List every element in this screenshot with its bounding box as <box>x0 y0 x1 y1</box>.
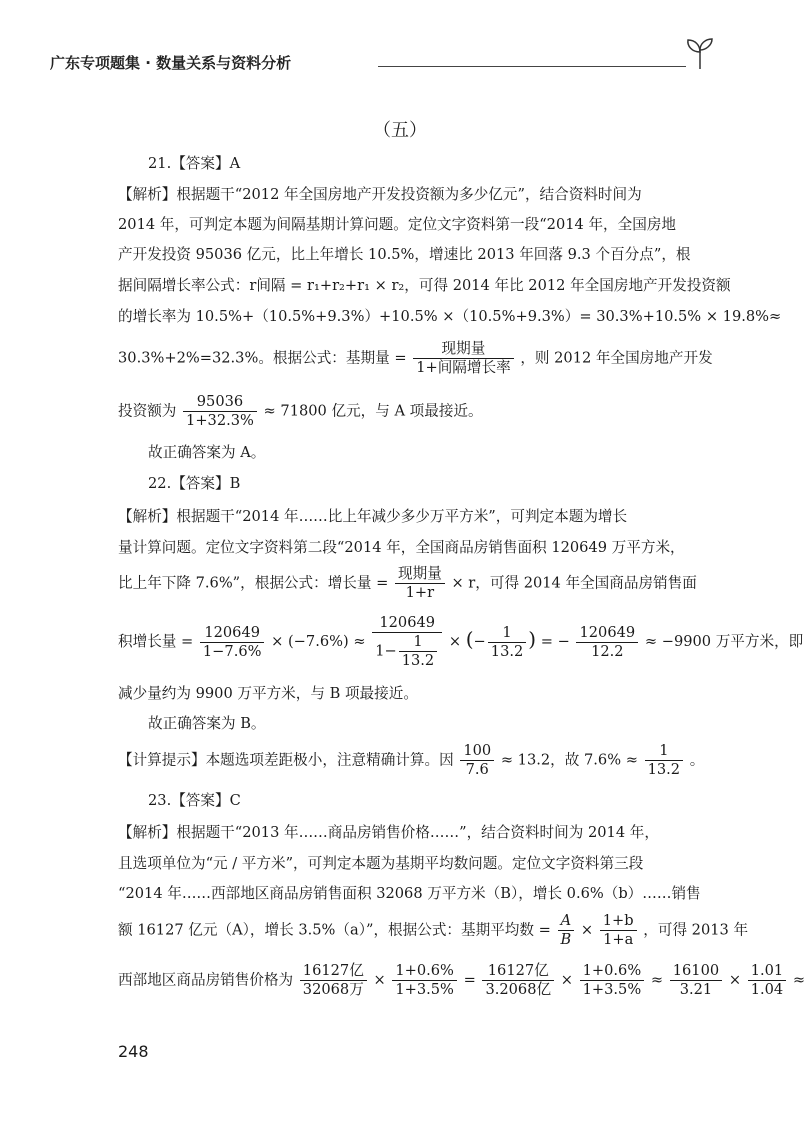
fraction-3 <box>488 624 527 661</box>
q23-line-5-pre: 西部地区商品房销售价格为 <box>118 971 294 989</box>
fraction-denominator: 3.21 <box>670 980 722 999</box>
fraction-numerator: 120649 <box>579 623 636 641</box>
fraction-numerator: 现期量 <box>398 565 442 582</box>
fraction-denominator: 1+3.5% <box>392 980 457 999</box>
fraction-numerator: 120649 <box>379 614 436 631</box>
q22-line-4-mid2: × <box>448 633 462 650</box>
fraction-denominator: 3.2068亿 <box>482 980 554 999</box>
fraction-numerator: 1.01 <box>750 962 784 979</box>
fraction-denominator: 1+32.3% <box>183 411 257 430</box>
fraction-2 <box>372 614 442 670</box>
q21-line-3: 产开发投资 95036 亿元，比上年增长 10.5%，增速比 2013 年回落 9.3 个百分点”，根 <box>118 246 691 263</box>
q21-conclusion: 故正确答案为 A。 <box>148 444 266 461</box>
fraction-numerator: 16127亿 <box>487 962 549 979</box>
fraction-denominator: 1+间隔增长率 <box>413 358 513 377</box>
header-rule <box>378 66 686 67</box>
fraction-numerator: 1+b <box>602 912 634 929</box>
running-header: 广东专项题集 · 数量关系与资料分析 <box>50 54 292 72</box>
tip-fraction-2 <box>645 742 684 779</box>
fraction-numerator: 1+0.6% <box>582 962 642 979</box>
q23-line-1: 【解析】根据题干“2013 年……商品房销售价格……”，结合资料时间为 2014 年， <box>118 824 659 841</box>
investment-fraction <box>183 393 257 430</box>
price-fraction-5 <box>670 962 722 999</box>
fraction-denominator: 13.2 <box>645 760 684 779</box>
fraction-numerator: 16100 <box>672 962 720 979</box>
tip-post: 。 <box>689 751 705 769</box>
fraction-numerator: 1 <box>413 633 423 650</box>
fraction-numerator: 1 <box>659 742 669 759</box>
price-fraction-4 <box>580 962 645 999</box>
fraction-1 <box>200 624 265 661</box>
sprout-icon <box>684 36 716 70</box>
fraction-denominator: 13.2 <box>399 651 438 670</box>
nested-den-pre: 1− <box>375 642 397 660</box>
fraction-numerator: 100 <box>463 742 492 759</box>
fraction-numerator: A <box>560 912 572 929</box>
q21-line-6-post: ，则 2012 年全国房地产开发 <box>520 349 713 367</box>
nested-fraction <box>399 633 438 670</box>
q22-line-2: 量计算问题。定位文字资料第二段“2014 年，全国商品房销售面积 120649 万平方米， <box>118 539 685 556</box>
q22-conclusion: 故正确答案为 B。 <box>148 715 266 732</box>
q22-line-4-mid1: × (−7.6%) ≈ <box>271 633 366 650</box>
q21-line-2: 2014 年，可判定本题为间隔基期计算问题。定位文字资料第一段“2014 年，全国房地 <box>118 216 677 233</box>
q22-line-4-post: ≈ −9900 万平方米，即 <box>644 633 804 650</box>
avg-fraction-b <box>600 912 637 949</box>
q21-line-4: 据间隔增长率公式：r间隔 = r₁+r₂+r₁ × r₂，可得 2014 年比 2012 年全国房地产开发投资额 <box>118 277 731 294</box>
increment-formula-fraction <box>395 565 445 602</box>
fraction-denominator: B <box>558 930 575 949</box>
q23-line-4-post: ，可得 2013 年 <box>643 921 749 939</box>
q21-line-7 <box>118 393 483 430</box>
q22-line-3 <box>118 565 697 602</box>
fraction-numerator: 现期量 <box>441 340 486 357</box>
fraction-numerator: 1+0.6% <box>395 962 454 979</box>
tip-pre: 【计算提示】本题选项差距极小，注意精确计算。因 <box>118 751 454 769</box>
q21-line-6 <box>118 340 713 377</box>
fraction-denominator: 1+r <box>395 583 445 602</box>
section-title: （五） <box>373 120 427 141</box>
q21-line-5: 的增长率为 10.5%+（10.5%+9.3%）+10.5% ×（10.5%+9.3%）= 30.3%+10.5% × 19.8%≈ <box>118 308 782 325</box>
q21-line-6-pre: 30.3%+2%=32.3%。根据公式：基期量 = <box>118 349 407 367</box>
q23-line-5: 西部地区商品房销售价格为 16127亿 32068万 × $\frac{1+0.6\%}{1+3.5\%}$ = 16127亿 3.2068亿 × $\frac{1+0.6\%}{1+3.5\%}$ ≈ $\frac{16100}{3.21}$ × $\frac{1.01}{1.04}$ ≈ <box>118 962 805 998</box>
fraction-denominator: 13.2 <box>488 642 527 661</box>
fraction-denominator <box>372 632 442 670</box>
q22-answer: 22.【答案】B <box>148 475 241 492</box>
fraction-numerator: 1 <box>502 623 512 641</box>
fraction-denominator: 32068万 <box>300 980 367 999</box>
fraction-4 <box>576 624 638 661</box>
fraction-denominator: 1.04 <box>748 980 787 999</box>
price-fraction-3 <box>482 962 554 999</box>
price-fraction-2 <box>392 962 457 999</box>
q22-line-3-post: × r，可得 2014 年全国商品房销售面 <box>451 574 697 592</box>
fraction-denominator: 12.2 <box>576 642 638 661</box>
q23-line-3: “2014 年……西部地区商品房销售面积 32068 万平方米（B），增长 0.6%（b）……销售 <box>118 885 701 902</box>
q22-line-3-pre: 比上年下降 7.6%”，根据公式：增长量 = <box>118 574 389 592</box>
q22-line-4: 积增长量 = $\frac{120649}{1-7.6\%}$ × (−7.6%) ≈ 120649 1− $\frac{1}{13.2}$ × (− $\frac{1}{13.2}$ ) = − $\frac{120649}{12.2}$ ≈ −9900 万平方米，即 <box>118 614 804 669</box>
q21-line-7-pre: 投资额为 <box>118 402 177 420</box>
fraction-numerator: 95036 <box>196 393 244 410</box>
fraction-numerator: 16127亿 <box>302 962 364 979</box>
fraction-denominator: 1−7.6% <box>200 642 265 661</box>
q22-calc-tip <box>118 742 704 779</box>
fraction-denominator: 1+a <box>600 930 637 949</box>
q23-line-4: 额 16127 亿元（A），增长 3.5%（a）”，根据公式：基期平均数 = $\frac{A}{B}$ × $\frac{1+b}{1+a}$ ，可得 2013 年 <box>118 912 749 948</box>
tip-mid: ≈ 13.2，故 7.6% ≈ <box>500 751 638 769</box>
base-formula-fraction <box>413 340 513 377</box>
q22-line-1: 【解析】根据题干“2014 年……比上年减少多少万平方米”，可判定本题为增长 <box>118 508 628 525</box>
q23-line-4-pre: 额 16127 亿元（A），增长 3.5%（a）”，根据公式：基期平均数 = <box>118 921 551 939</box>
q21-answer: 21.【答案】A <box>148 155 241 172</box>
tip-fraction-1 <box>460 742 494 779</box>
q21-line-1: 【解析】根据题干“2012 年全国房地产开发投资额为多少亿元”，结合资料时间为 <box>118 186 642 203</box>
page-number: 248 <box>118 1042 149 1061</box>
avg-fraction-a <box>558 912 575 949</box>
q22-line-4-mid3: = − <box>540 633 570 650</box>
fraction-denominator: 7.6 <box>460 760 494 779</box>
q22-line-4-pre: 积增长量 = <box>118 633 194 650</box>
price-fraction-1 <box>300 962 367 999</box>
q23-line-2: 且选项单位为“元 / 平方米”，可判定本题为基期平均数问题。定位文字资料第三段 <box>118 855 644 872</box>
q23-answer: 23.【答案】C <box>148 792 241 809</box>
q21-line-7-post: ≈ 71800 亿元，与 A 项最接近。 <box>263 402 483 420</box>
fraction-denominator: 1+3.5% <box>580 980 645 999</box>
price-fraction-6 <box>748 962 787 999</box>
fraction-numerator: 120649 <box>204 623 261 641</box>
q22-line-5: 减少量约为 9900 万平方米，与 B 项最接近。 <box>118 685 418 702</box>
